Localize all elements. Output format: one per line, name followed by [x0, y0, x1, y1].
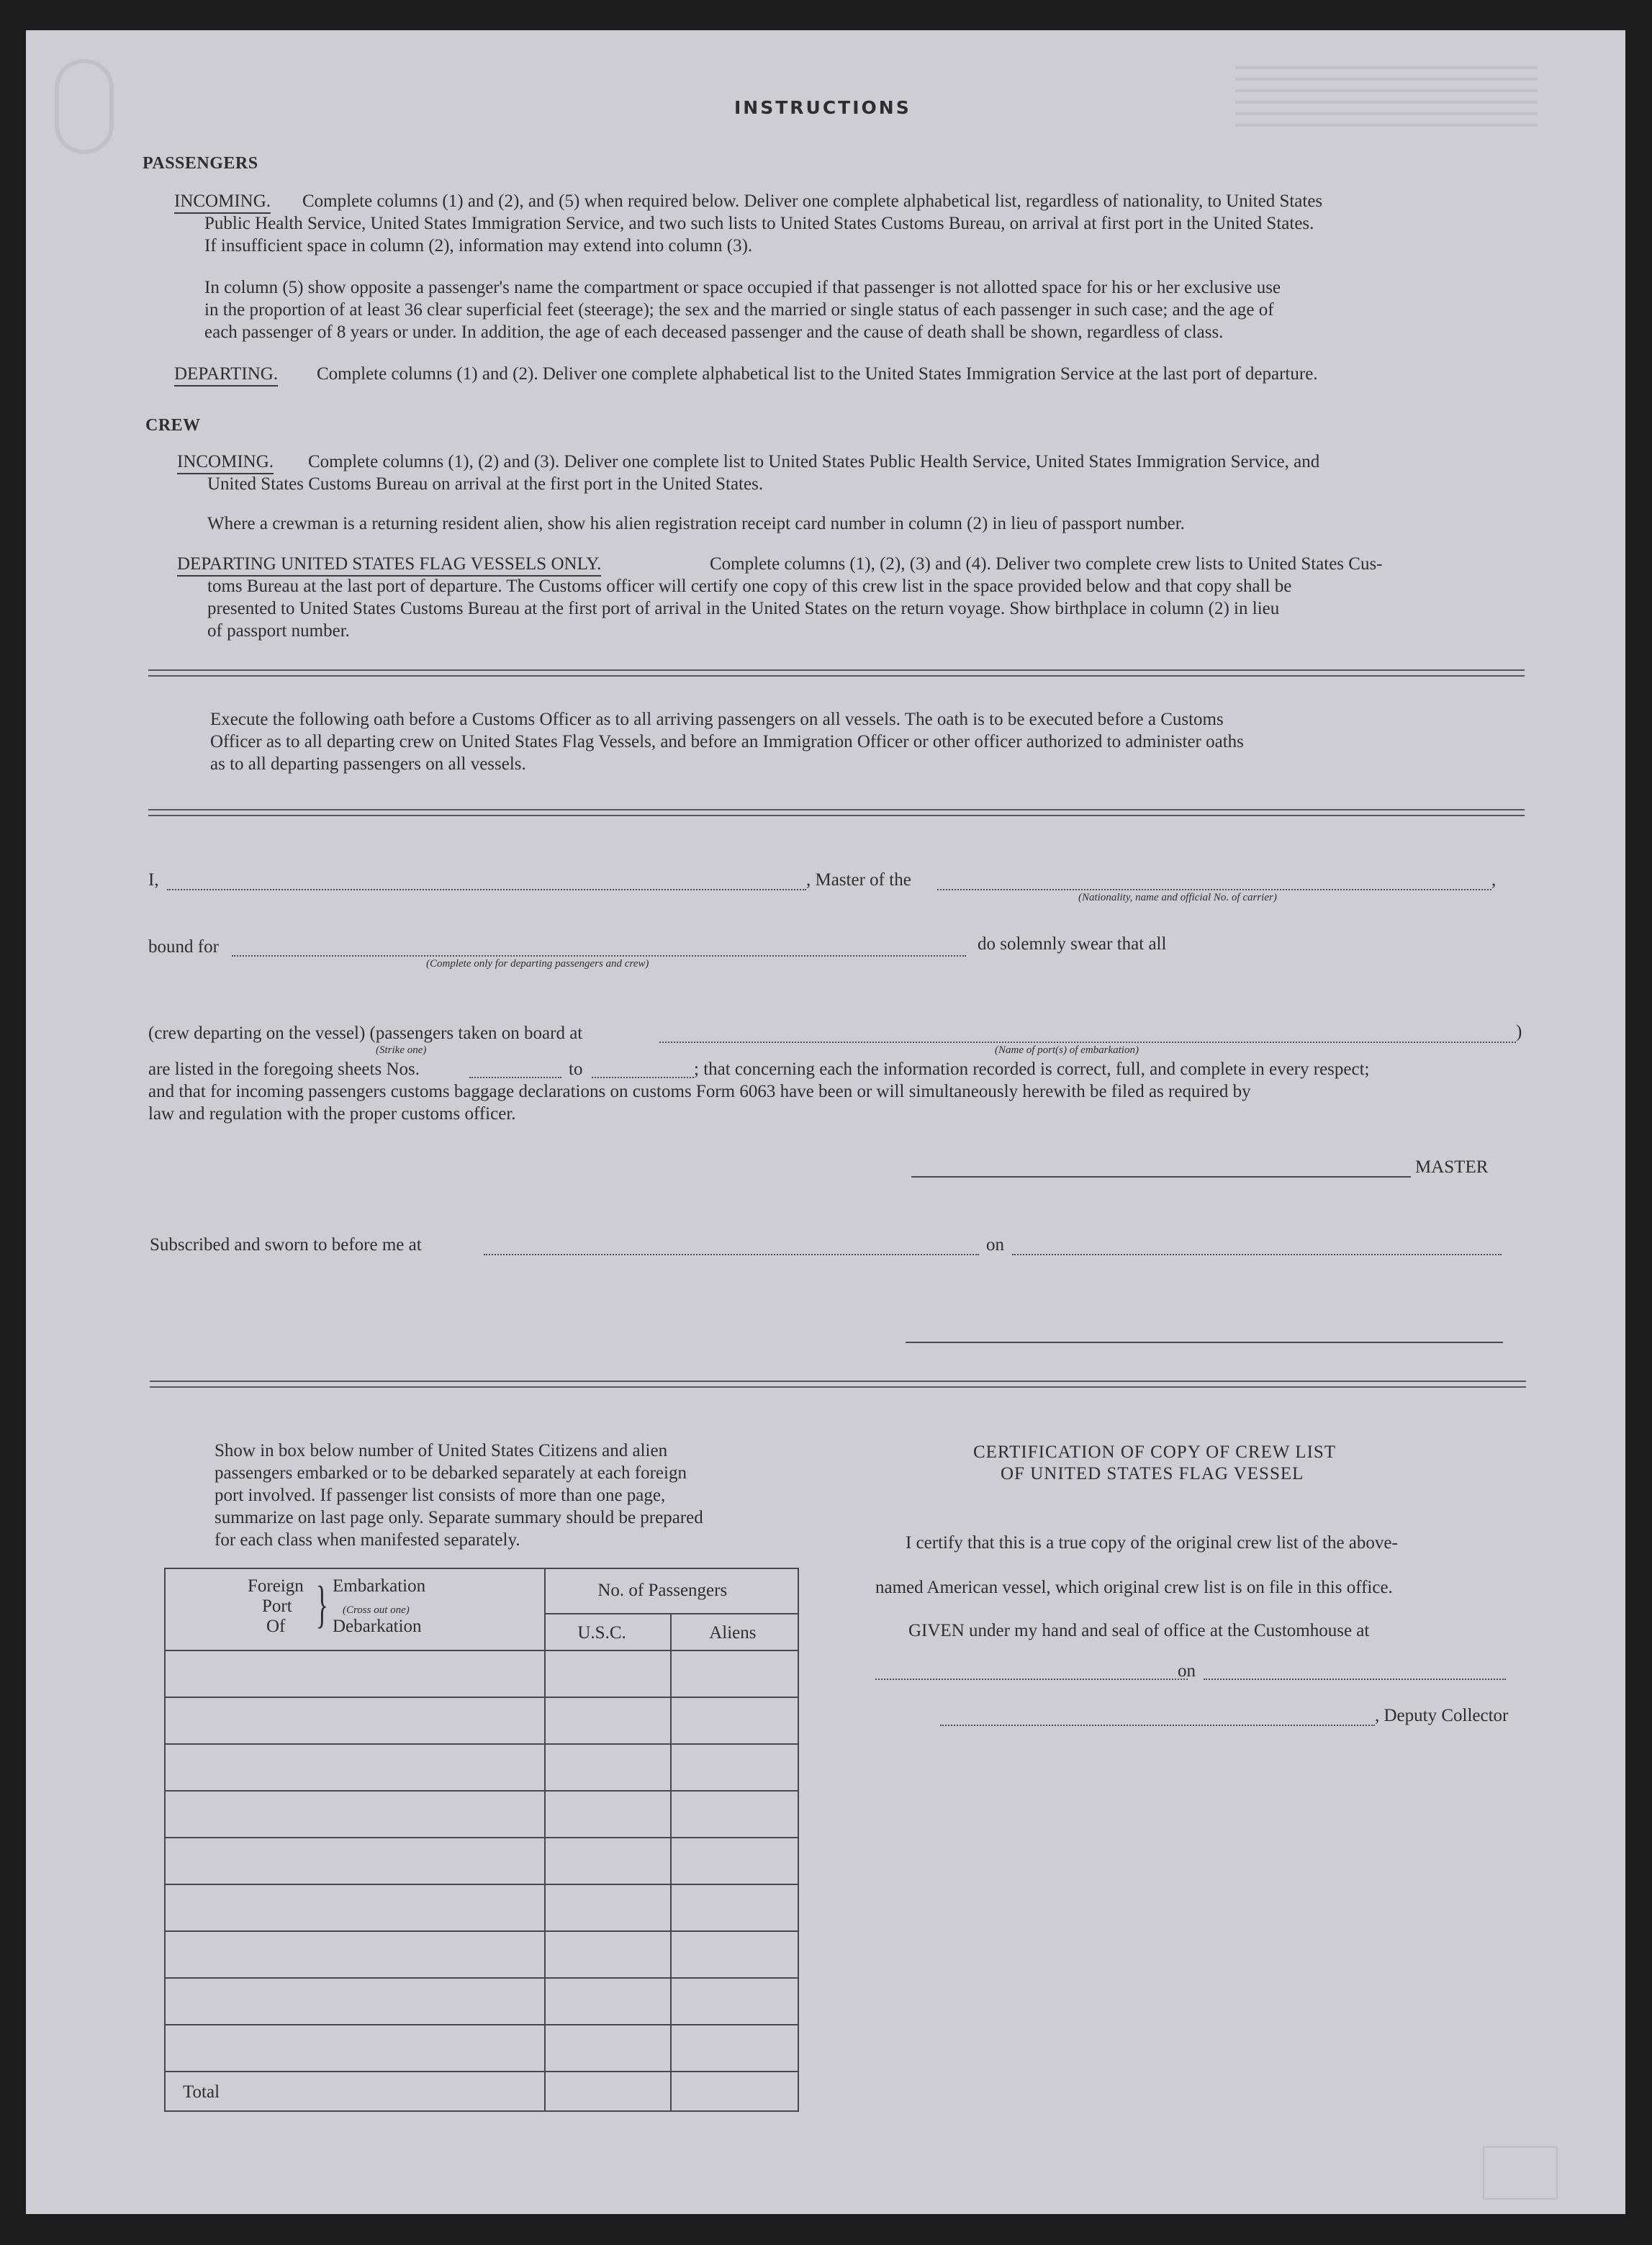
- strike-one-hint: (Strike one): [376, 1044, 427, 1056]
- aliens-cell[interactable]: [671, 1744, 798, 1791]
- port-cell[interactable]: [165, 1744, 545, 1791]
- master-of-label: , Master of the: [806, 870, 911, 890]
- port-cell[interactable]: [165, 2025, 545, 2072]
- close-paren: ): [1516, 1022, 1522, 1042]
- given-line: GIVEN under my hand and seal of office at the Customhouse at: [908, 1621, 1370, 1640]
- divider: [148, 669, 1525, 677]
- master-label: MASTER: [1415, 1157, 1489, 1177]
- crew-departing-line-4: of passport number.: [207, 621, 350, 641]
- page-title: INSTRUCTIONS: [734, 97, 911, 118]
- port-cell[interactable]: [165, 1978, 545, 2025]
- column5-line-3: each passenger of 8 years or under. In addition, the age of each deceased passenger and the cause of death shall be shown, regardless of class.: [204, 322, 1224, 342]
- passengers-incoming-line-1: Complete columns (1) and (2), and (5) when required below. Deliver one complete alphabetical list, regardless of nationality, to United States: [302, 191, 1323, 211]
- usc-cell[interactable]: [545, 1791, 671, 1838]
- deputy-collector-label: , Deputy Collector: [1375, 1706, 1509, 1725]
- port-hint: (Name of port(s) of embarkation): [995, 1044, 1139, 1056]
- port-cell[interactable]: [165, 1884, 545, 1931]
- crew-departing-text: (crew departing on the vessel) (passengers taken on board at: [148, 1024, 583, 1043]
- bleed-through-mark: [55, 59, 114, 154]
- column5-line-2: in the proportion of at least 36 clear superficial feet (steerage); the sex and the married or single status of each passenger in such case; and the age of: [204, 300, 1274, 320]
- officer-signature-field[interactable]: [906, 1342, 1503, 1343]
- usc-header: [545, 1614, 671, 1650]
- no-of-passengers-label: No. of Passengers: [597, 1581, 728, 1600]
- aliens-cell[interactable]: [671, 1791, 798, 1838]
- usc-cell[interactable]: [545, 1650, 671, 1697]
- swear-text: do solemnly swear that all: [978, 934, 1167, 954]
- certification-title-2: OF UNITED STATES FLAG VESSEL: [1001, 1464, 1304, 1483]
- aliens-cell[interactable]: [671, 1697, 798, 1744]
- port-cell[interactable]: [165, 1650, 545, 1697]
- bleed-through-stamp: [1235, 66, 1538, 131]
- divider: [150, 1381, 1526, 1388]
- master-name-field[interactable]: [167, 889, 806, 890]
- port-cell[interactable]: [165, 1931, 545, 1978]
- summary-line-5: for each class when manifested separately.: [215, 1530, 520, 1550]
- deputy-collector-signature-field[interactable]: [940, 1725, 1375, 1726]
- usc-cell[interactable]: [545, 1884, 671, 1931]
- summary-line-3: port involved. If passenger list consists of more than one page,: [215, 1486, 666, 1505]
- certification-date-field[interactable]: [1204, 1679, 1506, 1680]
- divider: [148, 809, 1525, 816]
- summary-line-2: passengers embarked or to be debarked separately at each foreign: [215, 1463, 687, 1483]
- master-signature-field[interactable]: [911, 1176, 1411, 1178]
- certification-title-1: CERTIFICATION OF COPY OF CREW LIST: [973, 1442, 1337, 1462]
- total-usc-cell[interactable]: [545, 2072, 671, 2111]
- total-aliens-cell[interactable]: [671, 2072, 798, 2111]
- passengers-incoming-line-3: If insufficient space in column (2), information may extend into column (3).: [204, 236, 753, 256]
- total-label: Total: [183, 2082, 220, 2102]
- bound-for-hint: (Complete only for departing passengers and crew): [426, 958, 649, 970]
- foreign-label: Foreign: [248, 1576, 304, 1596]
- column5-line-1: In column (5) show opposite a passenger's name the compartment or space occupied if that passenger is not allotted space for his or her exclusive use: [204, 278, 1281, 297]
- certify-line-2: named American vessel, which original crew list is on file in this office.: [875, 1578, 1393, 1597]
- crew-departing-line-2: toms Bureau at the last port of departure. The Customs officer will certify one copy of this crew list in the space provided below and that copy shall be: [207, 577, 1292, 596]
- aliens-cell[interactable]: [671, 1650, 798, 1697]
- passengers-heading: PASSENGERS: [143, 154, 258, 173]
- oath-line-2: and that for incoming passengers customs baggage declarations on customs Form 6063 have been or will simultaneously herewith be filed as required by: [148, 1082, 1251, 1101]
- summary-line-4: summarize on last page only. Separate summary should be prepared: [215, 1508, 703, 1527]
- debarkation-label: Debarkation: [333, 1617, 422, 1636]
- certify-line-1: I certify that this is a true copy of the original crew list of the above-: [906, 1533, 1398, 1553]
- aliens-header: [671, 1614, 798, 1650]
- passengers-departing-text: Complete columns (1) and (2). Deliver one complete alphabetical list to the United States Immigration Service at the last port of departure.: [317, 364, 1318, 384]
- bound-for-label: bound for: [148, 937, 219, 957]
- usc-cell[interactable]: [545, 1978, 671, 2025]
- sheet-from-field[interactable]: [469, 1077, 561, 1078]
- aliens-cell[interactable]: [671, 2025, 798, 2072]
- sworn-on-label: on: [986, 1235, 1004, 1255]
- resident-alien-note: Where a crewman is a returning resident alien, show his alien registration receipt card number in column (2) in lieu of passport number.: [207, 514, 1185, 533]
- listed-label: are listed in the foregoing sheets Nos.: [148, 1060, 420, 1079]
- port-cell[interactable]: [165, 1838, 545, 1884]
- port-cell[interactable]: [165, 1697, 545, 1744]
- subscribed-label: Subscribed and sworn to before me at: [150, 1235, 422, 1255]
- to-label: to: [569, 1060, 583, 1079]
- aliens-cell[interactable]: [671, 1838, 798, 1884]
- crew-incoming-line-2: United States Customs Bureau on arrival at the first port in the United States.: [207, 474, 764, 494]
- usc-cell[interactable]: [545, 1838, 671, 1884]
- passenger-summary-table: [164, 1568, 799, 2112]
- sheet-to-field[interactable]: [592, 1077, 694, 1078]
- crew-departing-label: DEPARTING UNITED STATES FLAG VESSELS ONLY.: [177, 553, 601, 577]
- total-label-cell: [165, 2072, 545, 2111]
- usc-cell[interactable]: [545, 2025, 671, 2072]
- port-label: Port: [262, 1596, 292, 1616]
- sworn-date-field[interactable]: [1012, 1254, 1502, 1255]
- aliens-cell[interactable]: [671, 1978, 798, 2025]
- usc-cell[interactable]: [545, 1697, 671, 1744]
- certification-on-label: on: [1178, 1661, 1196, 1681]
- of-label: Of: [266, 1617, 286, 1636]
- crew-incoming-label: INCOMING.: [177, 451, 274, 474]
- crew-departing-line-1: Complete columns (1), (2), (3) and (4). Deliver two complete crew lists to United States Cus-: [710, 554, 1383, 574]
- port-cell[interactable]: [165, 1791, 545, 1838]
- aliens-label: Aliens: [709, 1623, 757, 1643]
- listed-rest: ; that concerning each the information recorded is correct, full, and complete in every respect;: [694, 1060, 1370, 1079]
- aliens-cell[interactable]: [671, 1931, 798, 1978]
- summary-line-1: Show in box below number of United States Citizens and alien: [215, 1441, 668, 1460]
- passengers-incoming-label: INCOMING.: [174, 190, 271, 214]
- oath-instructions-line-2: Officer as to all departing crew on United States Flag Vessels, and before an Immigration Officer or other officer authorized to administer oaths: [210, 732, 1244, 751]
- oath-instructions-line-1: Execute the following oath before a Customs Officer as to all arriving passengers on all vessels. The oath is to be executed before a Customs: [210, 710, 1224, 729]
- passengers-incoming-line-2: Public Health Service, United States Immigration Service, and two such lists to United States Customs Bureau, on arrival at first port in the United States.: [204, 214, 1314, 233]
- carrier-field-end: ,: [1491, 870, 1497, 890]
- no-of-passengers-header: [545, 1568, 798, 1614]
- embarkation-label: Embarkation: [333, 1576, 426, 1596]
- usc-label: U.S.C.: [577, 1623, 626, 1643]
- form-sheet: [26, 30, 1625, 2214]
- usc-cell[interactable]: [545, 1744, 671, 1791]
- nationality-hint: (Nationality, name and official No. of carrier): [1078, 892, 1277, 903]
- crew-departing-line-3: presented to United States Customs Bureau at the first port of arrival in the United States on the return voyage. Show birthplace in column (2) in lieu: [207, 599, 1280, 618]
- oath-line-3: law and regulation with the proper customs officer.: [148, 1104, 516, 1124]
- cross-out-hint: (Cross out one): [343, 1604, 410, 1616]
- aliens-cell[interactable]: [671, 1884, 798, 1931]
- sworn-place-field[interactable]: [484, 1254, 979, 1255]
- port-header-cell: [165, 1568, 545, 1650]
- oath-i-label: I,: [148, 870, 159, 890]
- crew-heading: CREW: [145, 416, 201, 435]
- passengers-departing-label: DEPARTING.: [174, 363, 278, 387]
- usc-cell[interactable]: [545, 1931, 671, 1978]
- brace-icon: }: [315, 1576, 328, 1633]
- oath-instructions-line-3: as to all departing passengers on all vessels.: [210, 754, 526, 774]
- crew-incoming-line-1: Complete columns (1), (2) and (3). Deliver one complete list to United States Public Health Service, United States Immigration Service, and: [308, 452, 1320, 471]
- bleed-through-box: [1483, 2146, 1558, 2200]
- customhouse-field[interactable]: [875, 1679, 1188, 1680]
